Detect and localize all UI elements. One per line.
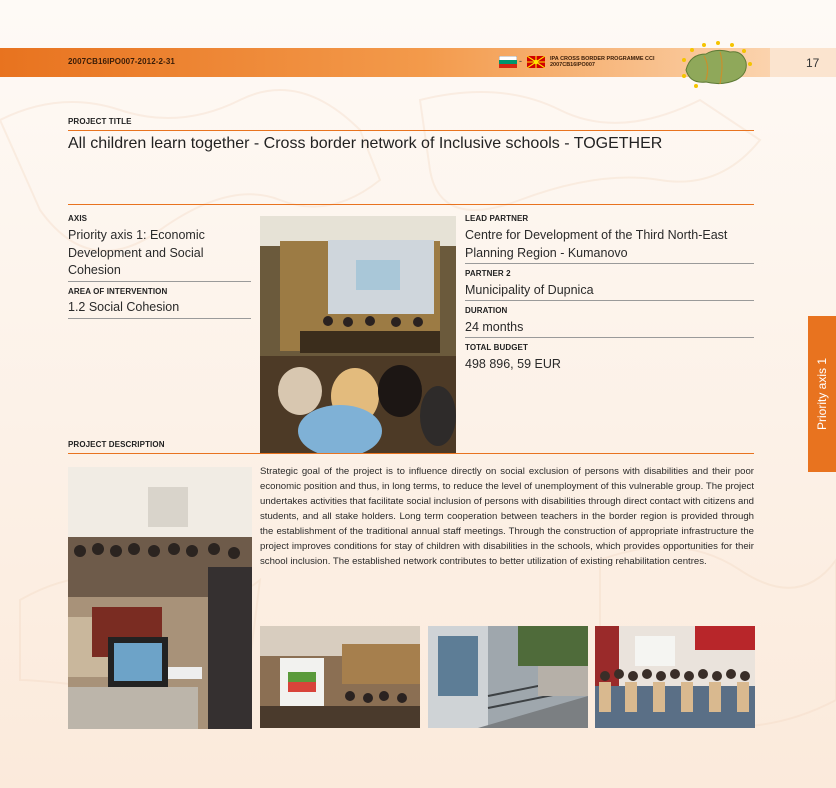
north-macedonia-flag-icon xyxy=(527,56,545,68)
axis-value: Priority axis 1: Economic Development and Social Cohesion xyxy=(68,228,205,277)
duration-label: DURATION xyxy=(465,306,508,315)
axis-label: AXIS xyxy=(68,214,88,223)
area-rule xyxy=(68,318,251,319)
project-title-rule xyxy=(68,130,754,131)
lead-partner-value: Centre for Development of the Third North-East Planning Region - Kumanovo xyxy=(465,228,728,260)
flag-separator: - xyxy=(519,56,522,66)
page-number: 17 xyxy=(806,56,820,70)
programme-logo-icon xyxy=(676,40,754,90)
project-description-text: Strategic goal of the project is to influence directly on social exclusion of persons with disabilities and their poor economic position and thus, in long terms, to reduce the level of unemployment of this vulnerable group. The project undertakes activities that facilitate social inclusion of persons with disabilities through direct contact with citizens and students, and all stake holders. Long term cooperation between teachers in the border region is provided through the establishment of the traditional annual staff meetings. Through the construction of appropriate infrastructure the project improves conditions for stay of children with disabilities in the schools, which provides opportunities for their school inclusion. The established network contributes to better utilization of existing rehabilitation centres. xyxy=(260,466,754,567)
duration-rule xyxy=(465,337,754,338)
project-title-label: PROJECT TITLE xyxy=(68,117,132,126)
project-title: All children learn together - Cross border network of Inclusive schools - TOGETHER xyxy=(68,135,663,152)
page-number-box xyxy=(770,48,836,77)
programme-name: IPA CROSS BORDER PROGRAMME CCI 2007CB16IPO007 xyxy=(550,56,655,68)
bulgaria-flag-icon xyxy=(499,56,517,68)
partner2-value: Municipality of Dupnica xyxy=(465,283,594,297)
presentation-photo xyxy=(260,626,420,728)
budget-value: 498 896, 59 EUR xyxy=(465,357,561,371)
partner2-rule xyxy=(465,300,754,301)
side-tab-label: Priority axis 1 xyxy=(815,357,829,431)
lead-partner-rule xyxy=(465,263,754,264)
budget-label: TOTAL BUDGET xyxy=(465,343,528,352)
programme-code: 2007CB16IPO007-2012-2-31 xyxy=(68,57,175,66)
lead-partner-label: LEAD PARTNER xyxy=(465,214,529,223)
section-divider xyxy=(68,204,754,205)
area-label: AREA OF INTERVENTION xyxy=(68,287,168,296)
partner2-label: PARTNER 2 xyxy=(465,269,511,278)
conference-photo xyxy=(260,216,456,454)
area-value: 1.2 Social Cohesion xyxy=(68,300,180,314)
duration-value: 24 months xyxy=(465,320,524,334)
school-ramp-photo xyxy=(428,626,588,728)
axis-rule xyxy=(68,281,251,282)
project-description-label: PROJECT DESCRIPTION xyxy=(68,440,165,449)
group-photo xyxy=(595,626,755,728)
project-description-rule xyxy=(68,453,754,454)
workshop-photo xyxy=(68,467,252,729)
